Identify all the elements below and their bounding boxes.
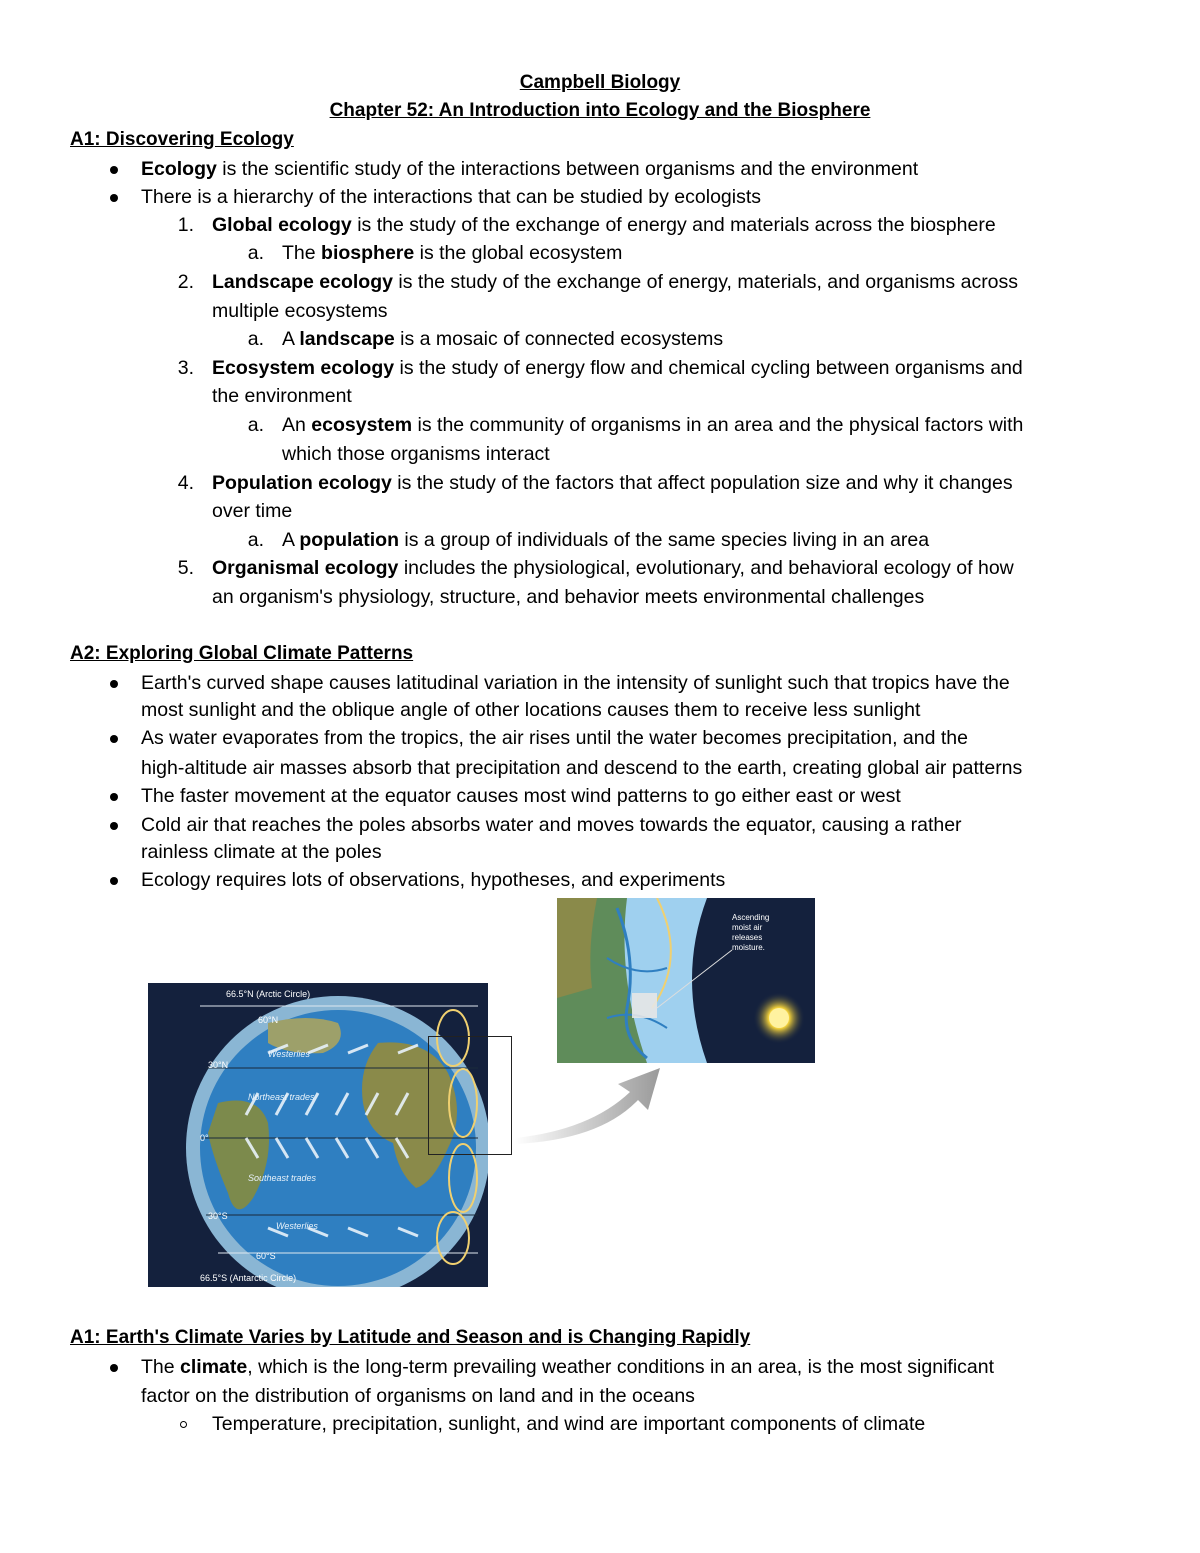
list-number: 5. <box>177 557 194 579</box>
list-item: Cold air that reaches the poles absorbs water and moves towards the equator, causing a rather <box>141 814 962 836</box>
bullet-icon <box>110 793 118 801</box>
bullet-icon <box>110 735 118 743</box>
list-number: 4. <box>177 472 194 494</box>
list-item: An ecosystem is the community of organisms in an area and the physical factors with <box>282 414 1024 436</box>
inset-label-line3: releases <box>732 933 763 942</box>
list-number: 3. <box>177 357 194 379</box>
bullet-icon <box>110 1364 118 1372</box>
list-item-continuation: over time <box>212 500 293 522</box>
list-item: Ecology requires lots of observations, hypotheses, and experiments <box>141 869 726 891</box>
cloud-shape <box>632 993 657 1018</box>
list-item-continuation: rainless climate at the poles <box>141 841 382 863</box>
list-item: Ecosystem ecology is the study of energy flow and chemical cycling between organisms and <box>212 357 1023 379</box>
southeast-trades-label: Southeast trades <box>248 1173 317 1183</box>
list-item-continuation: factor on the distribution of organisms on land and in the oceans <box>141 1385 695 1407</box>
list-item: Landscape ecology is the study of the exchange of energy, materials, and organisms across <box>212 271 1019 293</box>
inset-label-line1: Ascending <box>732 913 770 922</box>
list-item: The climate, which is the long-term prevailing weather conditions in an area, is the most significant <box>141 1356 995 1378</box>
list-letter: a. <box>247 414 264 436</box>
list-item-continuation: an organism's physiology, structure, and behavior meets environmental challenges <box>212 586 925 608</box>
northeast-trades-label: Northeast trades <box>248 1092 315 1102</box>
bullet-icon <box>110 877 118 885</box>
list-item-continuation: most sunlight and the oblique angle of other locations causes them to receive less sunlight <box>141 699 921 721</box>
latitude-30n-label: 30°N <box>208 1060 229 1070</box>
list-item: As water evaporates from the tropics, the air rises until the water becomes precipitation, and the <box>141 727 968 749</box>
chapter-title: Chapter 52: An Introduction into Ecology and the Biosphere <box>329 100 871 121</box>
arctic-circle-label: 66.5°N (Arctic Circle) <box>226 989 311 999</box>
inset-label-line4: moisture. <box>732 943 765 952</box>
list-item-continuation: high-altitude air masses absorb that precipitation and descend to the earth, creating global air patterns <box>141 757 1023 779</box>
zoom-arrow-icon <box>510 1060 680 1150</box>
westerlies-south-label: Westerlies <box>276 1221 318 1231</box>
list-letter: a. <box>247 529 264 551</box>
list-item: The faster movement at the equator causes most wind patterns to go either east or west <box>141 785 901 807</box>
bullet-icon <box>110 680 118 688</box>
list-letter: a. <box>247 242 264 264</box>
list-item: Population ecology is the study of the factors that affect population size and why it changes <box>212 472 1013 494</box>
list-item: Ecology is the scientific study of the interactions between organisms and the environment <box>141 158 919 180</box>
list-item: Temperature, precipitation, sunlight, and wind are important components of climate <box>212 1413 926 1435</box>
section-heading-discovering-ecology: A1: Discovering Ecology <box>70 129 294 150</box>
bullet-icon <box>110 822 118 830</box>
list-item: A population is a group of individuals of the same species living in an area <box>282 529 930 551</box>
list-item: There is a hierarchy of the interactions that can be studied by ecologists <box>141 186 762 208</box>
list-item-continuation: the environment <box>212 385 352 407</box>
latitude-60s-label: 60°S <box>256 1251 276 1261</box>
list-letter: a. <box>247 328 264 350</box>
list-item-continuation: multiple ecosystems <box>212 300 388 322</box>
inset-label-line2: moist air <box>732 923 763 932</box>
latitude-30s-label: 30°S <box>208 1211 228 1221</box>
list-item: Earth's curved shape causes latitudinal variation in the intensity of sunlight such that tropics have the <box>141 672 1010 694</box>
list-item-continuation: which those organisms interact <box>282 443 550 465</box>
bullet-icon <box>110 166 118 174</box>
hollow-bullet-icon <box>180 1421 187 1428</box>
westerlies-north-label: Westerlies <box>268 1049 310 1059</box>
zoom-region-box <box>428 1036 512 1155</box>
equator-label: 0° <box>200 1133 209 1143</box>
section-heading-global-climate: A2: Exploring Global Climate Patterns <box>70 643 414 664</box>
list-item: Global ecology is the study of the exchange of energy and materials across the biosphere <box>212 214 996 236</box>
list-item: The biosphere is the global ecosystem <box>282 242 623 264</box>
section-heading-climate-varies: A1: Earth's Climate Varies by Latitude and Season and is Changing Rapidly <box>70 1327 751 1348</box>
list-number: 2. <box>177 271 194 293</box>
antarctic-circle-label: 66.5°S (Antarctic Circle) <box>200 1273 297 1283</box>
latitude-60n-label: 60°N <box>258 1015 279 1025</box>
list-item: A landscape is a mosaic of connected ecosystems <box>282 328 724 350</box>
document-title: Campbell Biology <box>519 72 681 93</box>
list-item: Organismal ecology includes the physiological, evolutionary, and behavioral ecology of how <box>212 557 1014 579</box>
list-number: 1. <box>177 214 194 236</box>
ascending-air-inset <box>557 898 815 1063</box>
bullet-icon <box>110 194 118 202</box>
